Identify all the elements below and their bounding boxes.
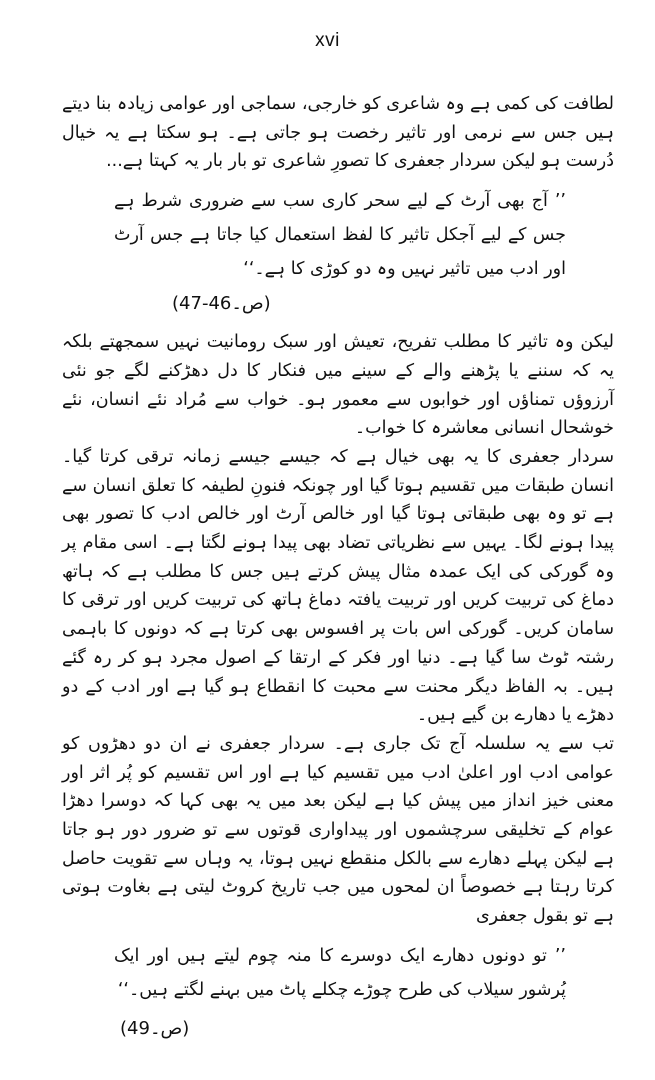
citation-1 [172, 288, 614, 320]
block-quote-2: ’’ تو دونوں دھارے ایک دوسرے کا منہ چوم لیتے ہیں اور ایک پُرشور سیلاب کی طرح چوڑے چکلے پاٹ میں بہنے لگتے ہیں۔‘‘ [114, 945, 566, 1000]
block-quote-1: ’’ آج بھی آرٹ کے لیے سحر کاری سب سے ضروری شرط ہے جس کے لیے آجکل تاثیر کا لفظ استعمال کیا جاتا ہے جس آرٹ اور ادب میں تاثیر نہیں وہ دو کوڑی کا ہے۔‘‘ [114, 191, 566, 280]
page-number: xvi [315, 30, 340, 51]
page-body [62, 90, 614, 1045]
citation-2 [120, 1013, 614, 1045]
paragraph-1: لطافت کی کمی ہے وہ شاعری کو خارجی، سماجی اور عوامی زیادہ بنا دیتے ہیں جس سے نرمی اور تاثیر رخصت ہو جاتی ہے۔ ہو سکتا ہے یہ خیال دُرست ہو لیکن سردار جعفری کا تصورِ شاعری تو بار بار یہ کہتا ہے... [62, 94, 614, 172]
citation-2-text: (ص۔49) [120, 1017, 190, 1039]
paragraph-2: لیکن وہ تاثیر کا مطلب تفریح، تعیش اور سبک رومانیت نہیں سمجھتے بلکہ یہ کہ سننے یا پڑھنے والے کے سینے میں فنکار کا دل دھڑکنے لگے جو نئی آرزوؤں تمناؤں اور خوابوں سے معمور ہو۔ خواب سے مُراد نئے انسان، نئے خوشحال انسانی معاشرہ کا خواب۔ [62, 332, 614, 439]
paragraph-3: سردار جعفری کا یہ بھی خیال ہے کہ جیسے جیسے زمانہ ترقی کرتا گیا۔ انسان طبقات میں تقسیم ہوتا گیا اور چونکہ فنونِ لطیفہ کا تعلق انسان سے ہے تو وہ بھی طبقاتی ہوتا گیا اور خالص آرٹ اور خالص ادب کا تصور بھی پیدا ہونے لگا۔ یہیں سے نظریاتی تضاد بھی پیدا ہونے لگتا ہے۔ اسی مقام پر وہ گورکی کی ایک عمدہ مثال پیش کرتے ہیں جس کا مطلب ہے کہ ہاتھ دماغ کی تربیت کریں اور تربیت یافتہ دماغ ہاتھ کی تربیت کریں اور ترقی کا سامان کریں۔ گورکی اس بات پر افسوس بھی کرتا ہے کہ دونوں کا باہمی رشتہ ٹوٹ سا گیا ہے۔ دنیا اور فکر کے ارتقا کے اصول مجرد ہو کر رہ گئے ہیں۔ بہ الفاظ دیگر محنت سے محبت کا انقطاع ہو گیا ہے اور ادب کے دو دھڑے یا دھارے بن گیے ہیں۔ [62, 446, 614, 726]
paragraph-4: تب سے یہ سلسلہ آج تک جاری ہے۔ سردار جعفری نے ان دو دھڑوں کو عوامی ادب اور اعلیٰ ادب میں تقسیم کیا ہے اور اس تقسیم کو پُر اثر اور معنی خیز انداز میں پیش کیا ہے لیکن بعد میں یہ بھی کہا کہ دوسرا دھڑا عوام کے تخلیقی سرچشموں اور پیداواری قوتوں سے تو ضرور دور ہو جاتا ہے لیکن پہلے دھارے سے بالکل منقطع نہیں ہوتا، یہ وہاں سے تقویت حاصل کرتا رہتا ہے خصوصاً ان لمحوں میں جب تاریخ کروٹ لیتی ہے بغاوت ہوتی ہے تو بقول جعفری [62, 733, 614, 927]
citation-1-text: (ص۔46-47) [172, 293, 271, 315]
